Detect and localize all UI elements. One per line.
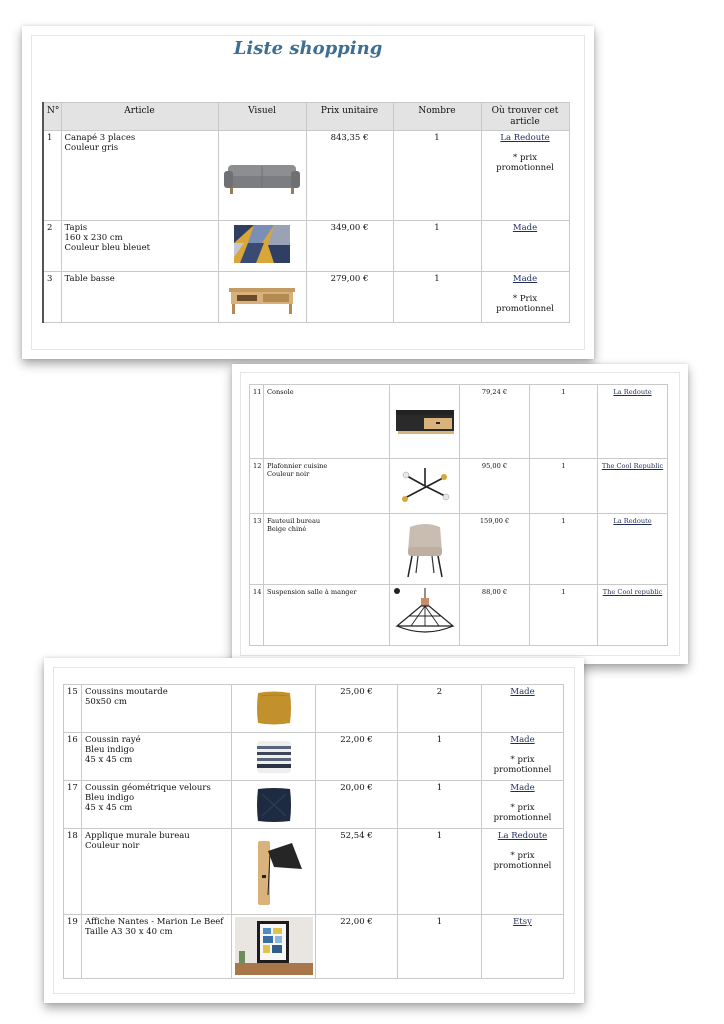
shop-cell bbox=[481, 272, 569, 323]
table-row bbox=[64, 733, 564, 781]
article-name: Suspension salle à manger bbox=[267, 588, 357, 596]
quantity-cell: 1 bbox=[398, 733, 482, 781]
shop-link-la-redoute[interactable]: La Redoute bbox=[613, 517, 652, 525]
price-cell: 279,00 € bbox=[306, 272, 393, 323]
quantity-cell: 1 bbox=[530, 459, 598, 514]
shop-link-la-redoute[interactable]: La Redoute bbox=[613, 388, 652, 396]
promo-note: * prix promotionnel bbox=[493, 755, 552, 775]
shop-cell bbox=[598, 459, 668, 514]
row-number: 14 bbox=[250, 585, 264, 646]
quantity-cell: 1 bbox=[398, 915, 482, 979]
pendant-lamp-image bbox=[390, 585, 460, 646]
row-number: 17 bbox=[64, 781, 82, 829]
ceiling-light-image bbox=[390, 459, 460, 514]
article-cell bbox=[61, 221, 218, 272]
price-cell: 349,00 € bbox=[306, 221, 393, 272]
article-cell bbox=[82, 915, 232, 979]
quantity-cell: 1 bbox=[530, 585, 598, 646]
shop-link-made[interactable]: Made bbox=[510, 735, 535, 745]
price-cell: 25,00 € bbox=[316, 685, 398, 733]
shop-cell bbox=[482, 685, 564, 733]
header-unit-price: Prix unitaire bbox=[306, 103, 393, 131]
article-detail: 160 x 230 cm bbox=[64, 233, 123, 243]
row-number: 15 bbox=[64, 685, 82, 733]
header-number: N° bbox=[43, 103, 61, 131]
shopping-table-3 bbox=[63, 684, 564, 979]
velvet-cushion-image bbox=[232, 781, 316, 829]
rug-image bbox=[218, 221, 306, 272]
price-cell: 22,00 € bbox=[316, 733, 398, 781]
price-cell: 22,00 € bbox=[316, 915, 398, 979]
promo-note: * Prix promotionnel bbox=[496, 294, 554, 314]
article-name: Fauteuil bureau bbox=[267, 517, 321, 525]
shop-link-made[interactable]: Made bbox=[510, 687, 535, 697]
shop-link-etsy[interactable]: Etsy bbox=[513, 917, 532, 927]
quantity-cell: 1 bbox=[530, 514, 598, 585]
row-number: 13 bbox=[250, 514, 264, 585]
table-row bbox=[250, 514, 668, 585]
row-number: 18 bbox=[64, 829, 82, 915]
wall-lamp-image bbox=[232, 829, 316, 915]
row-number: 12 bbox=[250, 459, 264, 514]
table-row bbox=[250, 385, 668, 459]
armchair-image bbox=[390, 514, 460, 585]
article-detail: Bleu indigo bbox=[85, 745, 135, 755]
article-cell bbox=[264, 585, 390, 646]
article-cell bbox=[82, 781, 232, 829]
shopping-table-2 bbox=[249, 384, 668, 646]
promo-note: * prix promotionnel bbox=[493, 803, 552, 823]
quantity-cell: 1 bbox=[393, 272, 481, 323]
article-name: Plafonnier cuisine bbox=[267, 462, 328, 470]
article-name: Affiche Nantes - Marion Le Beef bbox=[85, 917, 224, 927]
article-cell bbox=[61, 272, 218, 323]
table-row bbox=[250, 585, 668, 646]
article-cell bbox=[264, 459, 390, 514]
striped-cushion-image bbox=[232, 733, 316, 781]
article-cell bbox=[264, 514, 390, 585]
table-row bbox=[64, 829, 564, 915]
article-name: Coussins moutarde bbox=[85, 687, 168, 697]
shop-link-la-redoute[interactable]: La Redoute bbox=[500, 133, 550, 143]
coffee-table-image bbox=[218, 272, 306, 323]
row-number: 1 bbox=[43, 131, 61, 221]
shop-link-made[interactable]: Made bbox=[510, 783, 535, 793]
shop-cell bbox=[481, 221, 569, 272]
mustard-cushion-image bbox=[232, 685, 316, 733]
article-detail: 50x50 cm bbox=[85, 697, 127, 707]
quantity-cell: 1 bbox=[393, 221, 481, 272]
article-detail: 45 x 45 cm bbox=[85, 755, 133, 765]
sofa-image bbox=[218, 131, 306, 221]
shop-cell bbox=[598, 514, 668, 585]
console-image bbox=[390, 385, 460, 459]
article-detail: Couleur noir bbox=[85, 841, 140, 851]
article-name: Coussin rayé bbox=[85, 735, 141, 745]
article-detail: Couleur noir bbox=[267, 470, 310, 478]
price-cell: 95,00 € bbox=[460, 459, 530, 514]
shop-cell bbox=[482, 733, 564, 781]
shopping-table-1 bbox=[42, 102, 570, 323]
row-number: 16 bbox=[64, 733, 82, 781]
page-title: Liste shopping bbox=[233, 38, 383, 59]
shop-link-the-cool-republic[interactable]: The Cool Republic bbox=[601, 462, 664, 470]
price-cell: 20,00 € bbox=[316, 781, 398, 829]
table-row bbox=[64, 685, 564, 733]
price-cell: 52,54 € bbox=[316, 829, 398, 915]
price-cell: 79,24 € bbox=[460, 385, 530, 459]
table-row bbox=[43, 272, 569, 323]
article-name: Console bbox=[267, 388, 294, 396]
promo-note: * prix promotionnel bbox=[493, 851, 552, 871]
shop-cell bbox=[482, 781, 564, 829]
price-cell: 88,00 € bbox=[460, 585, 530, 646]
row-number: 19 bbox=[64, 915, 82, 979]
article-name: Table basse bbox=[64, 274, 115, 284]
price-cell: 843,35 € bbox=[306, 131, 393, 221]
article-cell bbox=[82, 733, 232, 781]
shop-link-made[interactable]: Made bbox=[512, 274, 538, 284]
article-cell bbox=[61, 131, 218, 221]
quantity-cell: 2 bbox=[398, 685, 482, 733]
article-name: Tapis bbox=[64, 223, 88, 233]
header-article: Article bbox=[61, 103, 218, 131]
table-row bbox=[43, 131, 569, 221]
header-visual: Visuel bbox=[218, 103, 306, 131]
header-shop: Où trouver cet article bbox=[481, 103, 569, 131]
article-detail: Beige chiné bbox=[267, 525, 307, 533]
shop-link-made[interactable]: Made bbox=[512, 223, 538, 233]
quantity-cell: 1 bbox=[393, 131, 481, 221]
article-detail: Couleur bleu bleuet bbox=[64, 243, 151, 253]
article-name: Coussin géométrique velours bbox=[85, 783, 211, 793]
row-number: 2 bbox=[43, 221, 61, 272]
shop-cell bbox=[482, 915, 564, 979]
promo-note: * prix promotionnel bbox=[496, 153, 554, 173]
table-row bbox=[64, 781, 564, 829]
page-2 bbox=[232, 364, 688, 664]
price-cell: 159,00 € bbox=[460, 514, 530, 585]
quantity-cell: 1 bbox=[530, 385, 598, 459]
shop-cell bbox=[598, 385, 668, 459]
page-3 bbox=[44, 658, 584, 1003]
shop-link-la-redoute[interactable]: La Redoute bbox=[497, 831, 548, 841]
article-cell bbox=[82, 685, 232, 733]
article-name: Applique murale bureau bbox=[85, 831, 190, 841]
article-name: Canapé 3 places bbox=[64, 133, 136, 143]
shop-cell bbox=[481, 131, 569, 221]
table-row bbox=[43, 221, 569, 272]
shop-link-the-cool-republic[interactable]: The Cool republic bbox=[602, 588, 663, 596]
shop-cell bbox=[598, 585, 668, 646]
article-cell bbox=[264, 385, 390, 459]
table-row bbox=[64, 915, 564, 979]
quantity-cell: 1 bbox=[398, 829, 482, 915]
article-detail: Taille A3 30 x 40 cm bbox=[85, 927, 173, 937]
quantity-cell: 1 bbox=[398, 781, 482, 829]
poster-image bbox=[232, 915, 316, 979]
table-row bbox=[250, 459, 668, 514]
article-detail: Couleur gris bbox=[64, 143, 119, 153]
row-number: 3 bbox=[43, 272, 61, 323]
article-detail: Bleu indigo bbox=[85, 793, 135, 803]
article-detail: 45 x 45 cm bbox=[85, 803, 133, 813]
article-cell bbox=[82, 829, 232, 915]
header-quantity: Nombre bbox=[393, 103, 481, 131]
row-number: 11 bbox=[250, 385, 264, 459]
page-1 bbox=[22, 26, 594, 359]
shop-cell bbox=[482, 829, 564, 915]
